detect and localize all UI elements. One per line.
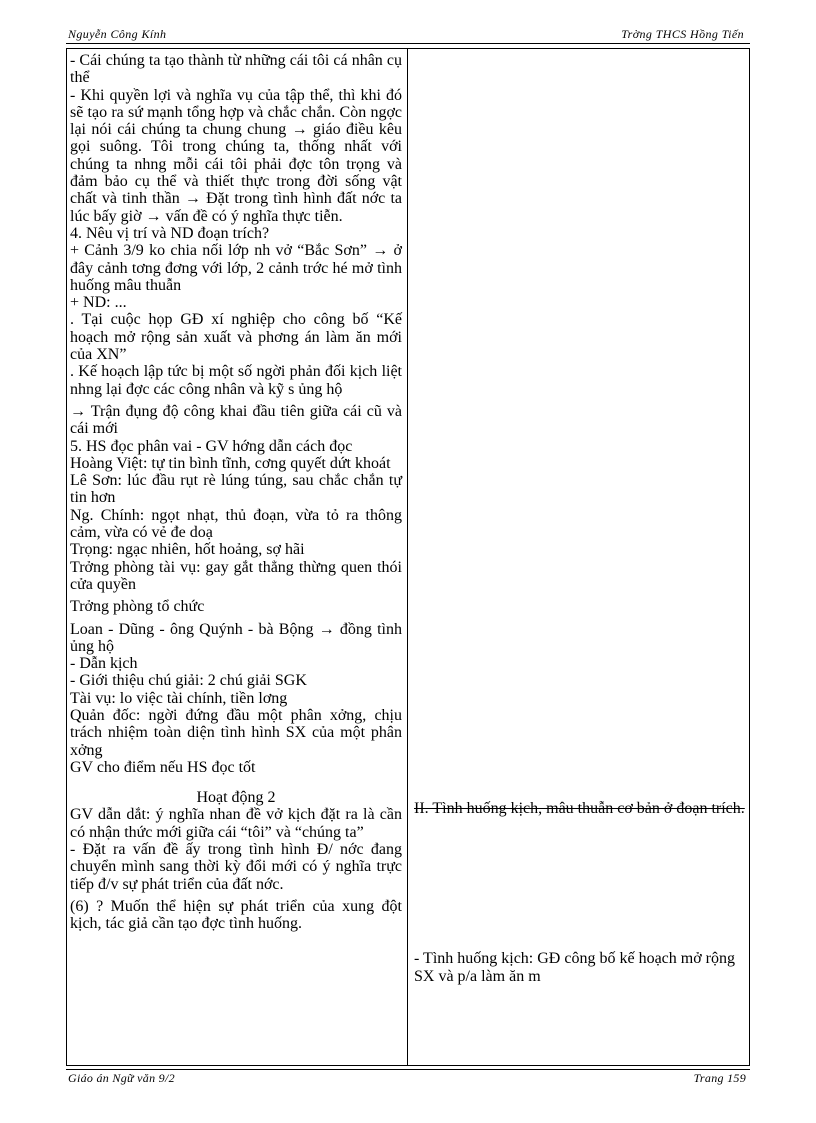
text-line: (6) ? Muốn thể hiện sự phát triển của xung đột kịch, tác giả cần tạo đợc tình huống. — [70, 897, 402, 933]
footer-course: Giáo án Ngữ văn 9/2 — [68, 1071, 175, 1085]
text-line: Hoàng Việt: tự tin bình tĩnh, cơng quyết dứt khoát — [70, 454, 391, 472]
text-line: 4. Nêu vị trí và ND đoạn trích? — [70, 224, 270, 242]
text-line: . Kế hoạch lập tức bị một số ngời phản đối kịch liệt nhng lại đợc các công nhân và kỹ s ủng hộ — [70, 363, 402, 398]
text-line: GV cho điểm nếu HS đọc tốt — [70, 758, 256, 776]
text-line: - Giới thiệu chú giải: 2 chú giải SGK — [70, 672, 307, 690]
text-line: - Cái chúng ta tạo thành từ những cái tôi cá nhân cụ thể — [70, 52, 402, 87]
text-line: Ng. Chính: ngọt nhạt, thủ đoạn, vừa tỏ ra thông cảm, vừa có vẻ đe doạ — [70, 506, 402, 542]
lesson-table — [66, 48, 750, 1066]
header-school: Trờng THCS Hồng Tiến — [621, 27, 744, 41]
text-line: Tài vụ: lo việc tài chính, tiền lơng — [70, 689, 288, 707]
text-line: Lê Sơn: lúc đầu rụt rè lúng túng, sau chắc chắn tự tin hơn — [70, 472, 402, 507]
text-line: + ND: ... — [70, 294, 127, 312]
text-line: Quản đốc: ngời đứng đầu một phân xởng, chịu trách nhiệm toàn diện tình hình SX của một phân xởng — [70, 706, 402, 759]
section-heading-text: II. Tình huống kịch, mâu thuẫn cơ bản ở đoạn trích. — [414, 800, 745, 817]
column-divider — [407, 49, 408, 1065]
page-header — [68, 27, 748, 43]
text-line: 5. HS đọc phân vai - GV hớng dẫn cách đọc — [70, 437, 353, 455]
activity-heading: Hoạt động 2 — [196, 789, 276, 807]
footer-page-number: Trang 159 — [693, 1071, 746, 1085]
header-author: Nguyễn Công Kính — [68, 27, 167, 41]
situation-note: - Tình huống kịch: GĐ công bố kế hoạch mở rộng SX và p/a làm ăn m — [414, 950, 735, 985]
text-line: Loan - Dũng - ông Quýnh - bà Bộng → đồng tình ủng hộ — [70, 620, 402, 655]
header-rule — [66, 43, 750, 44]
footer-rule — [66, 1069, 750, 1070]
text-line: . Tại cuộc họp GĐ xí nghiệp cho công bố “Kế hoạch mở rộng sản xuất và phơng án làm ăn mới của XN” — [70, 311, 402, 364]
text-line: Trởng phòng tài vụ: gay gắt thẳng thừng quen thói cửa quyền — [70, 558, 402, 593]
text-line: Trởng phòng tổ chức — [70, 598, 205, 616]
text-line: Trọng: ngạc nhiên, hốt hoảng, sợ hãi — [70, 541, 305, 559]
left-column — [70, 52, 402, 933]
page-footer — [68, 1071, 748, 1087]
text-line: - Đặt ra vấn đề ấy trong tình hình Đ/ nớc đang chuyển mình sang thời kỳ đổi mới có ý nghĩa trực tiếp đ/v sự phát triển của đất nớc. — [70, 841, 402, 893]
text-line: + Cảnh 3/9 ko chia nối lớp nh vở “Bắc Sơn” → ở đây cảnh tơng đơng với lớp, 2 cảnh trớc hé mở tình huống mâu thuẫn — [70, 242, 402, 294]
section-heading — [414, 800, 746, 818]
text-line: GV dẫn dắt: ý nghĩa nhan đề vở kịch đặt ra là cần có nhận thức mới giữa cái “tôi” và “chúng ta” — [70, 806, 402, 841]
text-line: → Trận đụng độ công khai đầu tiên giữa cái cũ và cái mới — [70, 402, 402, 438]
text-line: - Dẫn kịch — [70, 655, 138, 673]
text-line: - Khi quyền lợi và nghĩa vụ của tập thể, thì khi đó sẽ tạo ra sứ mạnh tổng hợp và chắc chắn. Còn ngợc lại nói cái chúng ta chung chung → giáo điều kêu gọi suông. Tôi trong chúng ta, thống nhất với chúng ta nhng mỗi cái tôi phải đợc tôn trọng và đảm bảo cụ thể và thiết thực trong đời sống vật chất và tinh thần → Đặt trong tình hình đất nớc ta lúc bấy giờ → vấn đề có ý nghĩa thực tiễn. — [70, 86, 402, 225]
